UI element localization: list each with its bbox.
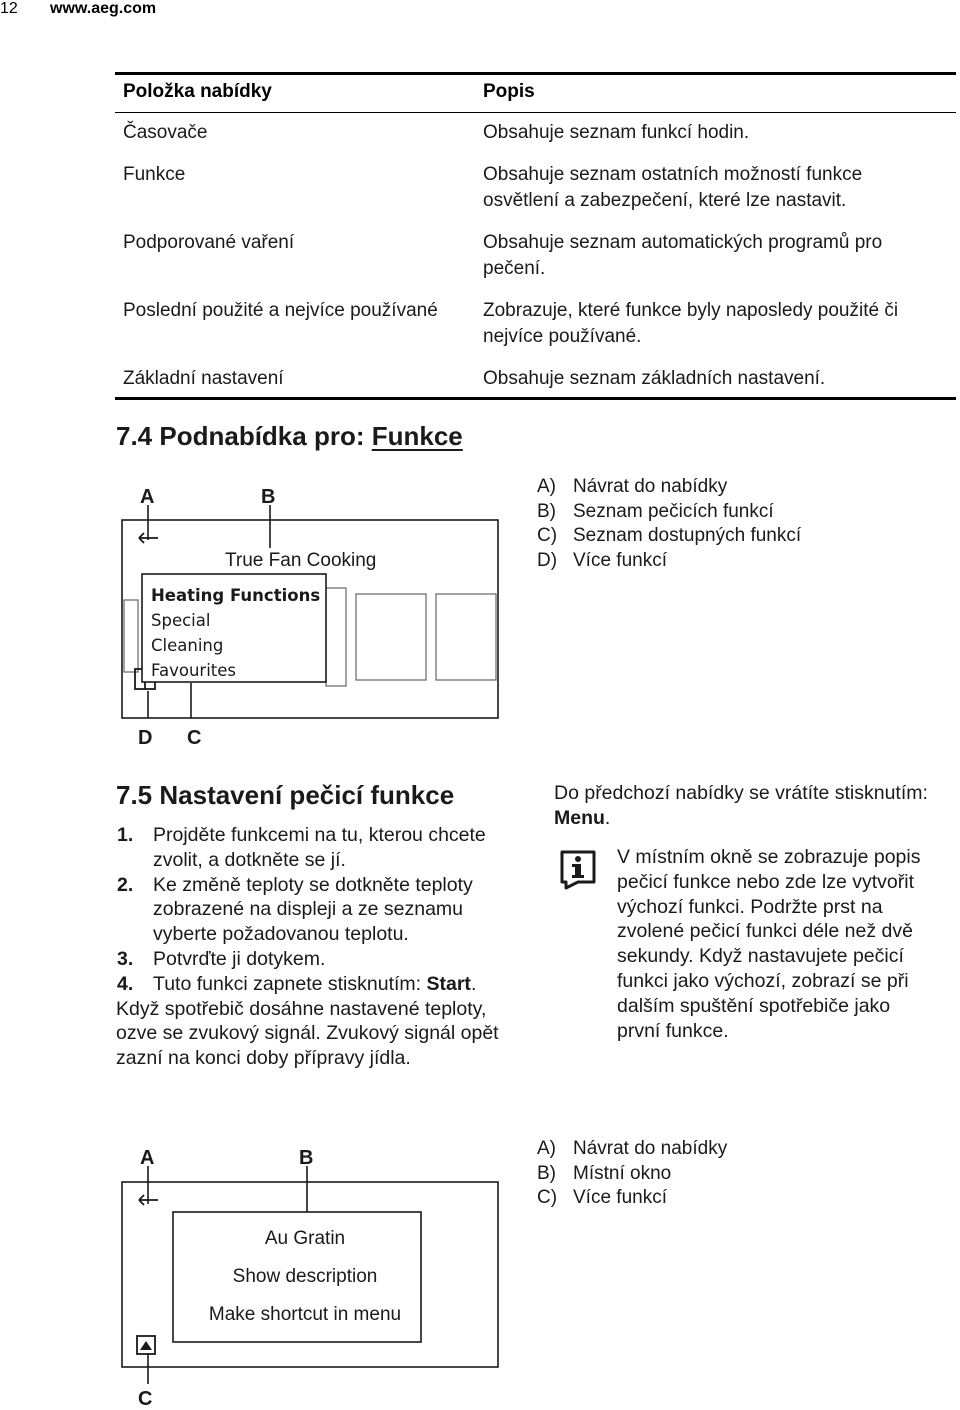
section-7-4-title — [116, 421, 463, 452]
step-item: 3. Potvrďte ji dotykem. — [117, 947, 326, 970]
steps-list — [116, 823, 526, 997]
legend-item: A) Návrat do nabídky — [537, 476, 728, 497]
table-row-item: Podporované vaření — [123, 232, 295, 253]
info-icon — [556, 844, 602, 890]
info-note: V místním okně se zobrazuje popis pečicí funkce nebo zde lze vytvořit výchozí funkci. Podržte prst na zvolené pečicí funkci déle než dvě sekundy. Když nastavujete pečicí funkci jako výchozí, zobrazí se při dalším spuštění spotřebiče jako první funkce. — [617, 846, 921, 1042]
list-item-favourites[interactable]: Favourites — [151, 661, 236, 680]
table-header-item: Položka nabídky — [123, 81, 272, 102]
step-item: 4. Tuto funkci zapnete stisknutím: Start. — [117, 972, 477, 995]
diagram-label-c: C — [187, 727, 202, 749]
menu-return-hint: Do předchozí nabídky se vrátíte stisknutím: Menu. — [554, 782, 928, 829]
step-item: 2. Ke změně teploty se dotkněte teploty zobrazené na displeji a ze seznamu vyberte požadovanou teplotu. — [117, 873, 473, 946]
page-number: 12 — [0, 0, 18, 17]
table-row-description: Obsahuje seznam funkcí hodin. — [483, 122, 750, 143]
list-item-heating-functions[interactable]: Heating Functions — [151, 586, 321, 605]
legend-item: C) Seznam dostupných funkcí — [537, 525, 802, 546]
step-item: 1. Projděte funkcemi na tu, kterou chcete zvolit, a dotkněte se jí. — [117, 824, 486, 871]
funkce-link[interactable]: Funkce — [371, 421, 463, 451]
diagram-heading: True Fan Cooking — [225, 550, 377, 571]
popup-diagram — [110, 1140, 510, 1408]
table-row-description: Obsahuje seznam ostatních možností funkce osvětlení a zabezpečení, které lze nastavit. — [483, 164, 863, 211]
table-row-item: Základní nastavení — [123, 368, 284, 389]
steps-block — [116, 823, 526, 1071]
popup-option-make-shortcut[interactable]: Make shortcut in menu — [208, 1304, 402, 1325]
submenu-diagram — [110, 478, 530, 768]
diagram-label-b: B — [261, 486, 276, 508]
diagram-legend — [537, 475, 801, 573]
diagram2-label-a: A — [140, 1147, 155, 1169]
diagram-label-a: A — [140, 486, 155, 508]
table-row-item: Časovače — [123, 122, 208, 143]
page-header — [0, 0, 960, 18]
legend-item: D) Více funkcí — [537, 549, 667, 571]
diagram2-label-b: B — [299, 1147, 314, 1169]
table-row-description: Obsahuje seznam základních nastavení. — [483, 368, 826, 389]
table-row-description: Zobrazuje, které funkce byly naposledy použité či nejvíce používané. — [483, 300, 899, 347]
legend-item: C) Více funkcí — [537, 1187, 667, 1208]
popup-option-show-description[interactable]: Show description — [232, 1266, 378, 1287]
popup-option-au-gratin[interactable]: Au Gratin — [264, 1228, 346, 1249]
diagram2-label-c: C — [138, 1388, 153, 1408]
table-bottom-rule — [115, 397, 956, 400]
legend-item: A) Návrat do nabídky — [537, 1138, 728, 1159]
legend-item: B) Místní okno — [537, 1162, 672, 1184]
section-7-5-title: 7.5 Nastavení pečicí funkce — [116, 780, 455, 810]
list-item-cleaning[interactable]: Cleaning — [151, 636, 224, 655]
section-7-4-title-prefix: 7.4 Podnabídka pro: — [116, 421, 372, 451]
table-row-item: Poslední použité a nejvíce používané — [123, 300, 438, 321]
menu-table — [115, 72, 956, 400]
table-row-item: Funkce — [123, 164, 186, 185]
table-header-rule — [115, 112, 956, 113]
diagram-label-d: D — [138, 727, 153, 749]
popup-legend — [537, 1137, 727, 1211]
list-item-special[interactable]: Special — [151, 611, 211, 630]
table-header-description: Popis — [483, 81, 535, 102]
more-functions-icon[interactable] — [137, 1336, 155, 1354]
site-url: www.aeg.com — [50, 0, 157, 17]
table-top-rule — [115, 72, 956, 75]
legend-item: B) Seznam pečicích funkcí — [537, 500, 774, 522]
table-row-description: Obsahuje seznam automatických programů pro pečení. — [483, 232, 883, 279]
temperature-note: Když spotřebič dosáhne nastavené teploty, ozve se zvukový signál. Zvukový signál opět zazní na konci doby přípravy jídla. — [116, 997, 499, 1070]
